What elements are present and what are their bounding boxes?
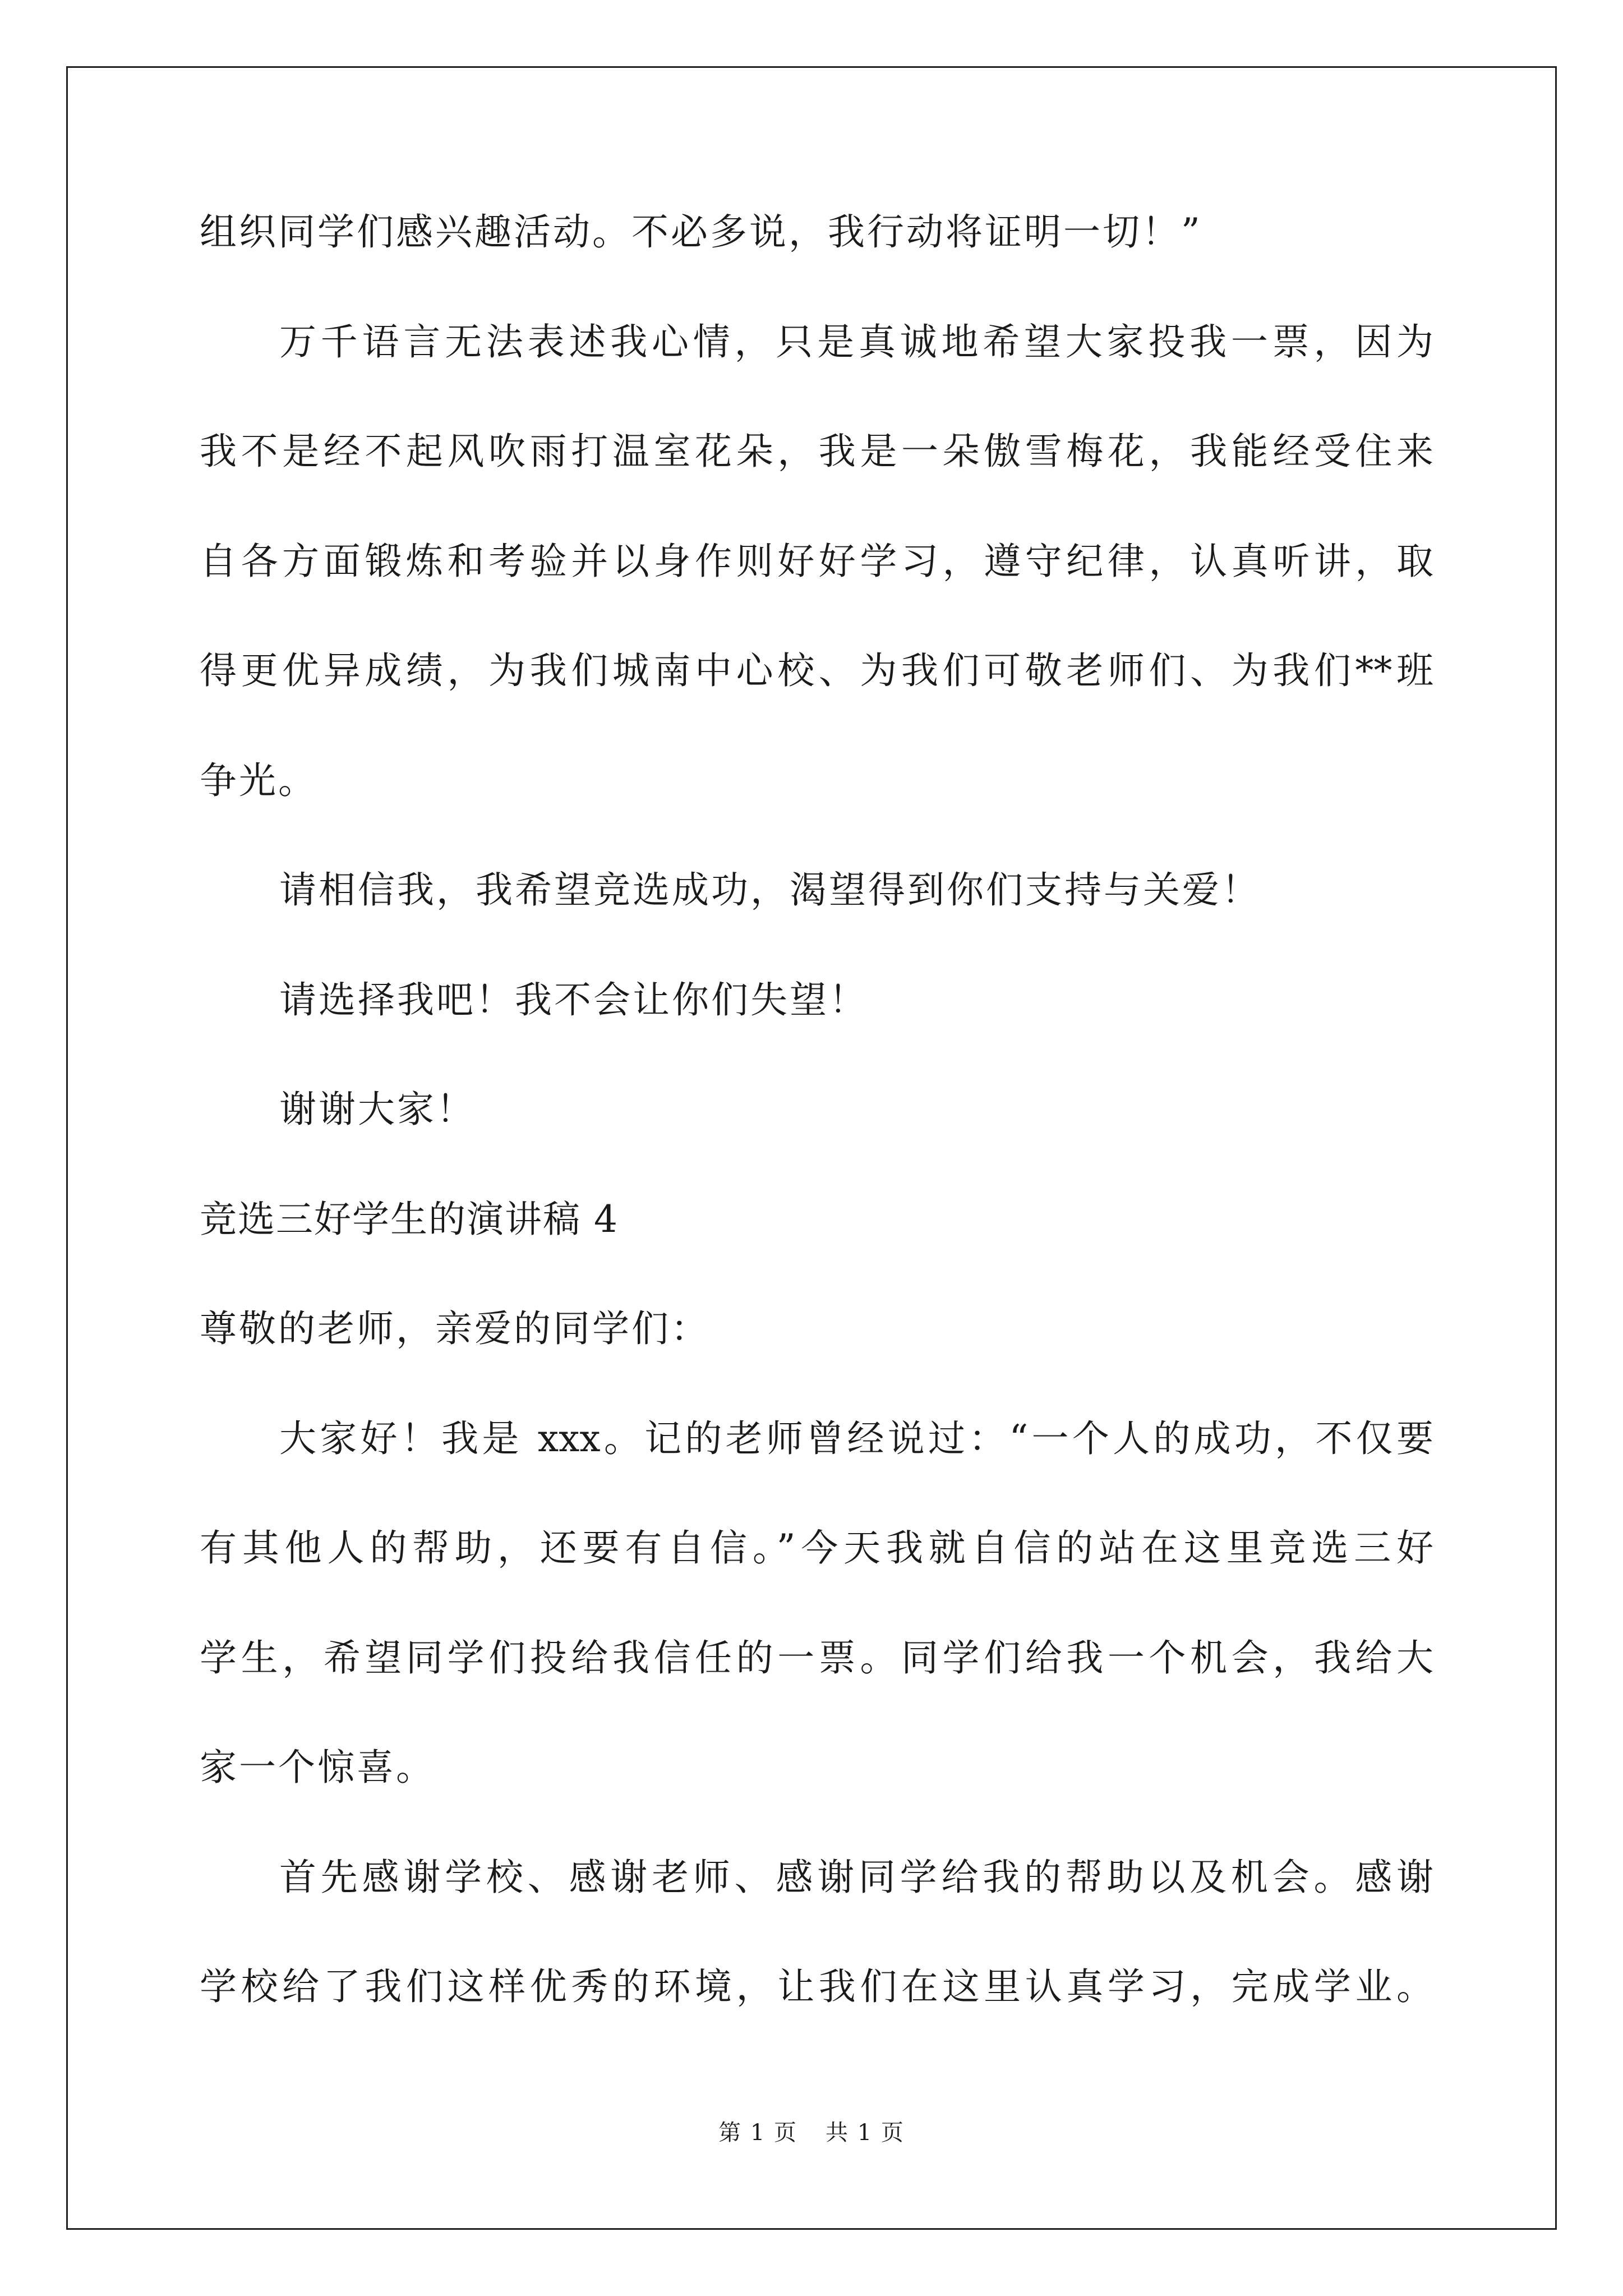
paragraph-first-line: 请选择我吧！我不会让你们失望！ — [279, 978, 868, 1022]
text-line: 学校给了我们这样优秀的环境，让我们在这里认真学习，完成学业。 — [200, 1965, 1433, 2008]
paragraph-first-line: 谢谢大家！ — [279, 1088, 476, 1131]
text-line: 家一个惊喜。 — [200, 1746, 435, 1789]
section-heading: 竞选三好学生的演讲稿 4 — [200, 1198, 619, 1241]
text-line: 组织同学们感兴趣活动。不必多说，我行动将证明一切！” — [200, 210, 1202, 254]
page-footer — [0, 2119, 1623, 2147]
page-total: 共 1 页 — [826, 2120, 905, 2146]
text-line: 我不是经不起风吹雨打温室花朵，我是一朵傲雪梅花，我能经受住来 — [200, 430, 1433, 473]
salutation: 尊敬的老师，亲爱的同学们： — [200, 1307, 710, 1350]
paragraph-first-line: 大家好！我是 xxx。记的老师曾经说过：“一个人的成功，不仅要 — [279, 1417, 1433, 1460]
paragraph-first-line: 请相信我，我希望竞选成功，渴望得到你们支持与关爱！ — [279, 868, 1261, 912]
text-line: 学生，希望同学们投给我信任的一票。同学们给我一个机会，我给大 — [200, 1636, 1433, 1680]
text-line: 争光。 — [200, 759, 317, 802]
text-line: 有其他人的帮助，还要有自信。”今天我就自信的站在这里竞选三好 — [200, 1526, 1433, 1570]
page-number: 第 1 页 — [718, 2120, 797, 2146]
paragraph-first-line: 万千语言无法表述我心情，只是真诚地希望大家投我一票，因为 — [279, 320, 1433, 364]
text-line: 自各方面锻炼和考验并以身作则好好学习，遵守纪律，认真听讲，取 — [200, 540, 1433, 583]
page-border — [66, 66, 1557, 2230]
paragraph-first-line: 首先感谢学校、感谢老师、感谢同学给我的帮助以及机会。感谢 — [279, 1856, 1433, 1899]
text-line: 得更优异成绩，为我们城南中心校、为我们可敬老师们、为我们**班 — [200, 649, 1433, 692]
